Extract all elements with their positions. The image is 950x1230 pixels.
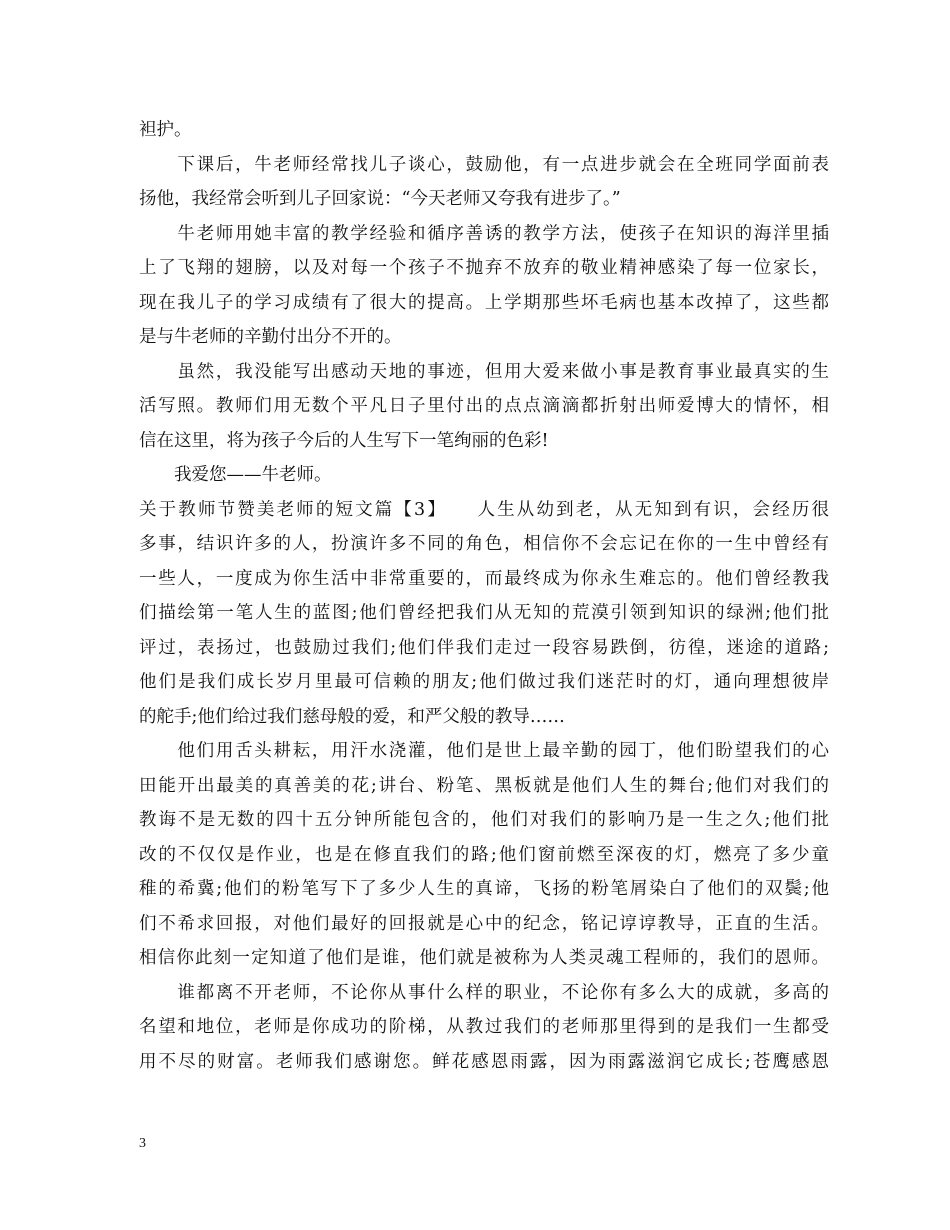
text-line: 稚的希冀;他们的粉笔写下了多少人生的真谛，飞扬的粉笔屑染白了他们的双鬓;他 [139, 879, 829, 899]
text-line: 一些人，一度成为你生活中非常重要的，而最终成为你永生难忘的。他们曾经教我 [139, 568, 829, 589]
text-line: 田能开出最美的真善美的花;讲台、粉笔、黑板就是他们人生的舞台;他们对我们的 [139, 775, 829, 796]
text-line: 教诲不是无数的四十五分钟所能包含的，他们对我们的影响乃是一生之久;他们批 [139, 810, 829, 830]
text-line: 信在这里，将为孩子今后的人生写下一笔绚丽的色彩! [139, 430, 549, 451]
page-number: 3 [139, 1136, 146, 1151]
text-line: 的舵手;他们给过我们慈母般的爱，和严父般的教导…… [139, 706, 565, 727]
text-line: 用不尽的财富。老师我们感谢您。鲜花感恩雨露，因为雨露滋润它成长;苍鹰感恩 [139, 1051, 829, 1072]
text-line: 下课后，牛老师经常找儿子谈心，鼓励他，有一点进步就会在全班同学面前表 [139, 154, 829, 175]
text-line: 相信你此刻一定知道了他们是谁，他们就是被称为人类灵魂工程师的，我们的恩师。 [139, 948, 829, 968]
text-line: 关于教师节赞美老师的短文篇【3】 人生从幼到老，从无知到有识，会经历很 [139, 499, 829, 520]
text-line: 上了飞翔的翅膀，以及对每一个孩子不抛弃不放弃的敬业精神感染了每一位家长， [139, 258, 829, 278]
text-line: 他们用舌头耕耘，用汗水浇灌，他们是世上最辛勤的园丁，他们盼望我们的心 [139, 741, 829, 761]
text-line: 牛老师用她丰富的教学经验和循序善诱的教学方法，使孩子在知识的海洋里插 [139, 223, 829, 244]
text-line: 是与牛老师的辛勤付出分不开的。 [139, 327, 402, 347]
text-line: 现在我儿子的学习成绩有了很大的提高。上学期那些坏毛病也基本改掉了，这些都 [139, 292, 829, 313]
text-line: 我爱您——牛老师。 [139, 465, 332, 485]
text-line: 多事，结识许多的人，扮演许多不同的角色，相信你不会忘记在你的一生中曾经有 [139, 534, 829, 554]
text-line: 们描绘第一笔人生的蓝图;他们曾经把我们从无知的荒漠引领到知识的绿洲;他们批 [139, 603, 829, 623]
text-line: 评过，表扬过，也鼓励过我们;他们伴我们走过一段容易跌倒，彷徨，迷途的道路; [139, 637, 829, 658]
text-line: 虽然，我没能写出感动天地的事迹，但用大爱来做小事是教育事业最真实的生 [139, 361, 829, 382]
text-line: 扬他，我经常会听到儿子回家说：“今天老师又夸我有进步了。” [139, 189, 621, 209]
text-line: 们不希求回报，对他们最好的回报就是心中的纪念，铭记谆谆教导，正直的生活。 [139, 913, 829, 934]
text-line: 名望和地位，老师是你成功的阶梯，从教过我们的老师那里得到的是我们一生都受 [139, 1017, 829, 1037]
text-line: 他们是我们成长岁月里最可信赖的朋友;他们做过我们迷茫时的灯，通向理想彼岸 [139, 672, 829, 692]
text-line: 改的不仅仅是作业，也是在修直我们的路;他们窗前燃至深夜的灯，燃亮了多少童 [139, 844, 829, 865]
text-line: 袒护。 [139, 120, 192, 140]
text-line: 活写照。教师们用无数个平凡日子里付出的点点滴滴都折射出师爱博大的情怀，相 [139, 396, 829, 416]
text-line: 谁都离不开老师，不论你从事什么样的职业，不论你有多么大的成就，多高的 [139, 982, 829, 1003]
body-text [139, 113, 829, 1079]
